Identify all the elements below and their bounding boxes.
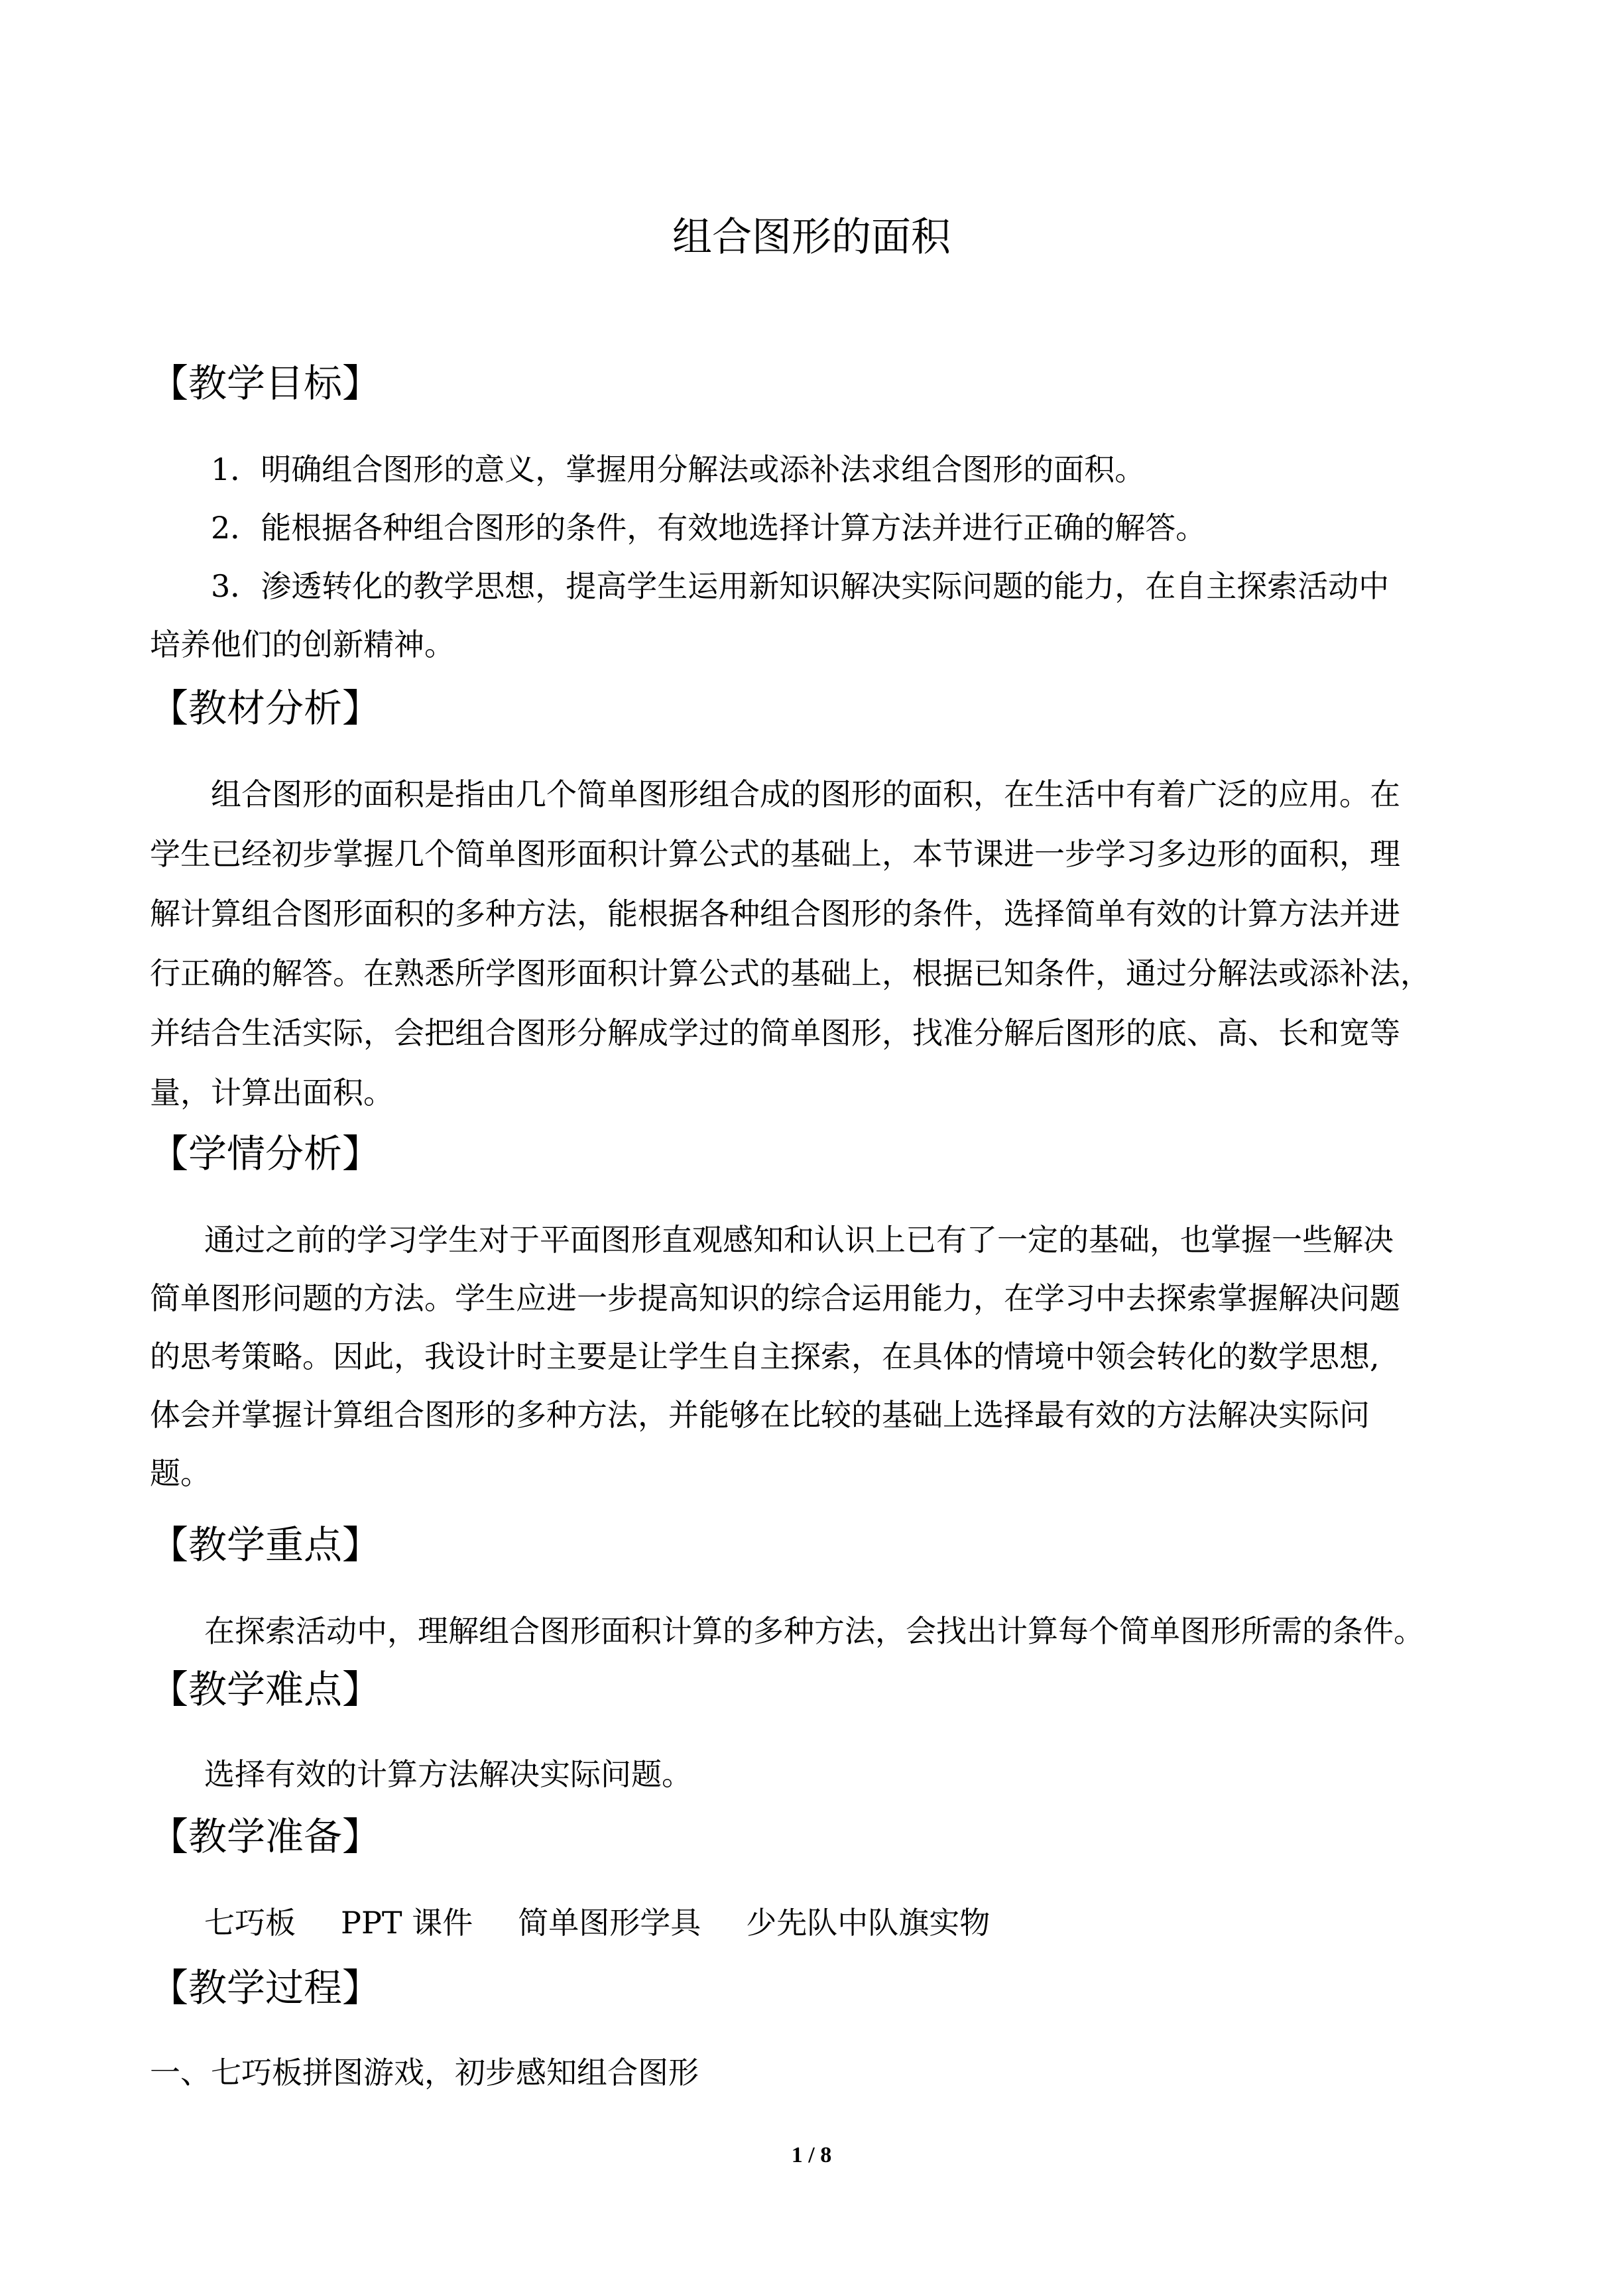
material-line-1: 组合图形的面积是指由几个简单图形组合成的图形的面积，在生活中有着广泛的应用。在	[211, 776, 1400, 812]
heading-process: 【教学过程】	[150, 1965, 381, 2010]
process-step-1: 一、七巧板拼图游戏，初步感知组合图形	[150, 2055, 699, 2090]
student-line-1: 通过之前的学习学生对于平面图形直观感知和认识上已有了一定的基础，也掌握一些解决	[204, 1222, 1394, 1258]
heading-material-analysis: 【教材分析】	[150, 686, 381, 731]
material-line-5: 并结合生活实际，会把组合图形分解成学过的简单图形，找准分解后图形的底、高、长和宽等	[150, 1015, 1400, 1051]
preparation-item: 少先队中队旗实物	[746, 1905, 991, 1941]
heading-difficulties: 【教学难点】	[150, 1667, 381, 1712]
student-line-2: 简单图形问题的方法。学生应进一步提高知识的综合运用能力，在学习中去探索掌握解决问题	[150, 1280, 1400, 1316]
objective-item-3: 3．渗透转化的教学思想，提高学生运用新知识解决实际问题的能力，在自主探索活动中	[211, 568, 1390, 604]
key-points-text: 在探索活动中，理解组合图形面积计算的多种方法，会找出计算每个简单图形所需的条件。	[204, 1613, 1424, 1649]
student-line-5: 题。	[150, 1455, 211, 1491]
preparation-item: 简单图形学具	[518, 1905, 701, 1941]
material-line-2: 学生已经初步掌握几个简单图形面积计算公式的基础上，本节课进一步学习多边形的面积，理	[150, 836, 1400, 872]
preparation-item: PPT 课件	[341, 1905, 473, 1941]
material-line-3: 解计算组合图形面积的多种方法，能根据各种组合图形的条件，选择简单有效的计算方法并进	[150, 896, 1400, 932]
heading-student-analysis: 【学情分析】	[150, 1131, 381, 1176]
objective-item-3-cont: 培养他们的创新精神。	[150, 627, 455, 662]
student-line-4: 体会并掌握计算组合图形的多种方法，并能够在比较的基础上选择最有效的方法解决实际问	[150, 1397, 1370, 1433]
document-title: 组合图形的面积	[672, 214, 951, 261]
objective-item-2: 2．能根据各种组合图形的条件，有效地选择计算方法并进行正确的解答。	[211, 510, 1207, 546]
heading-key-points: 【教学重点】	[150, 1522, 381, 1567]
material-line-6: 量，计算出面积。	[150, 1075, 394, 1111]
difficulties-text: 选择有效的计算方法解决实际问题。	[204, 1756, 692, 1792]
student-line-3: 的思考策略。因此，我设计时主要是让学生自主探索，在具体的情境中领会转化的数学思想,	[150, 1339, 1380, 1374]
preparation-list	[204, 1898, 1527, 1948]
objective-item-1: 1．明确组合图形的意义，掌握用分解法或添补法求组合图形的面积。	[211, 452, 1146, 487]
heading-objectives: 【教学目标】	[150, 361, 381, 406]
material-line-4: 行正确的解答。在熟悉所学图形面积计算公式的基础上，根据已知条件，通过分解法或添补法，	[150, 955, 1431, 991]
heading-preparation: 【教学准备】	[150, 1814, 381, 1859]
page-number: 1 / 8	[791, 2143, 832, 2167]
preparation-item: 七巧板	[204, 1905, 296, 1941]
